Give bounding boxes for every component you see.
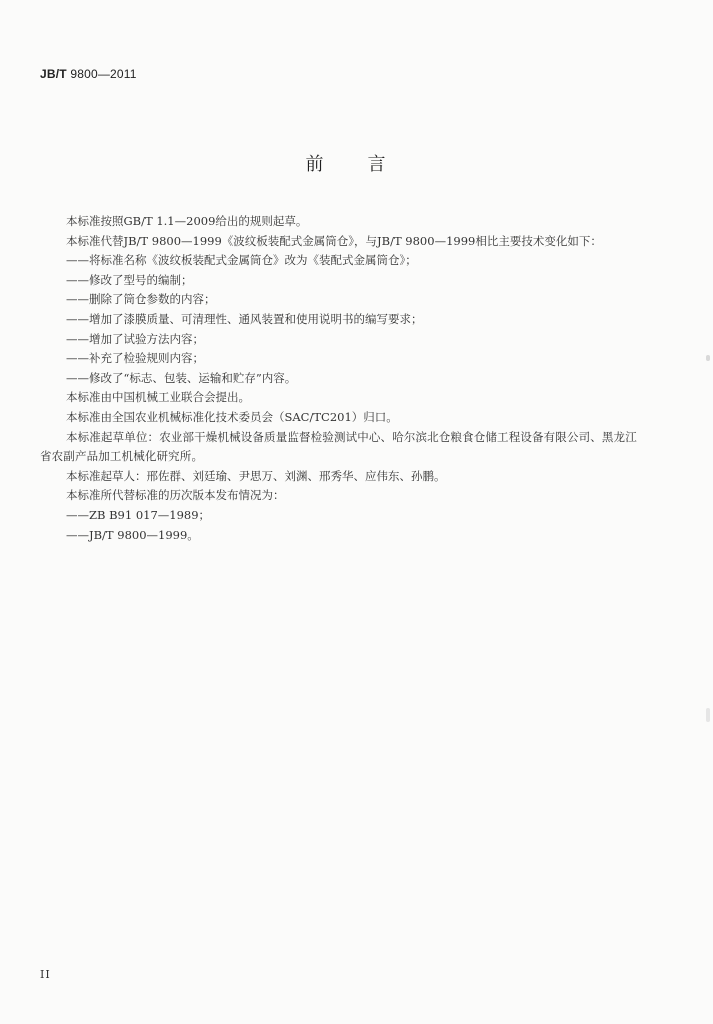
paragraph-replaces: 本标准代替JB/T 9800—1999《波纹板装配式金属筒仓》，与JB/T 9800—1999相比主要技术变化如下：: [66, 233, 602, 248]
standard-number: [40, 67, 137, 81]
paragraph-drafting-units: 本标准起草单位：农业部干燥机械设备质量监督检验测试中心、哈尔滨北仓粮食仓储工程设备有限公司、黑龙江省农副产品加工机械化研究所。: [40, 429, 637, 464]
change-item: ——增加了漆膜质量、可清理性、通风装置和使用说明书的编写要求；: [66, 311, 423, 326]
paragraph-history: 本标准所代替标准的历次版本发布情况为：: [66, 488, 285, 503]
paragraph-proposed-by: 本标准由中国机械工业联合会提出。: [66, 390, 250, 405]
change-item: ——增加了试验方法内容；: [66, 331, 204, 346]
paragraph-centralized-by: 本标准由全国农业机械标准化技术委员会（SAC/TC201）归口。: [66, 409, 398, 424]
change-item: ——删除了筒仓参数的内容；: [66, 292, 216, 307]
change-item: ——补充了检验规则内容；: [66, 351, 204, 366]
history-item: ——ZB B91 017—1989；: [66, 507, 211, 522]
foreword-body: [40, 212, 640, 545]
change-item: ——修改了“标志、包装、运输和贮存”内容。: [66, 370, 297, 385]
standard-code: 9800—2011: [70, 67, 137, 81]
paragraph-drafters: 本标准起草人：邢佐群、刘廷瑜、尹思万、刘渊、邢秀华、应伟东、孙鹏。: [66, 468, 446, 483]
scan-mark: [706, 355, 710, 361]
standard-prefix: JB/T: [40, 67, 67, 81]
history-item: ——JB/T 9800—1999。: [66, 527, 199, 542]
change-item: ——将标准名称《波纹板装配式金属筒仓》改为《装配式金属筒仓》；: [66, 253, 417, 268]
scan-mark: [706, 708, 710, 722]
change-item: ——修改了型号的编制；: [66, 272, 193, 287]
page-number: II: [40, 968, 51, 981]
paragraph-drafting-rules: 本标准按照GB/T 1.1—2009给出的规则起草。: [66, 214, 308, 228]
page-title: 前言: [305, 154, 430, 175]
